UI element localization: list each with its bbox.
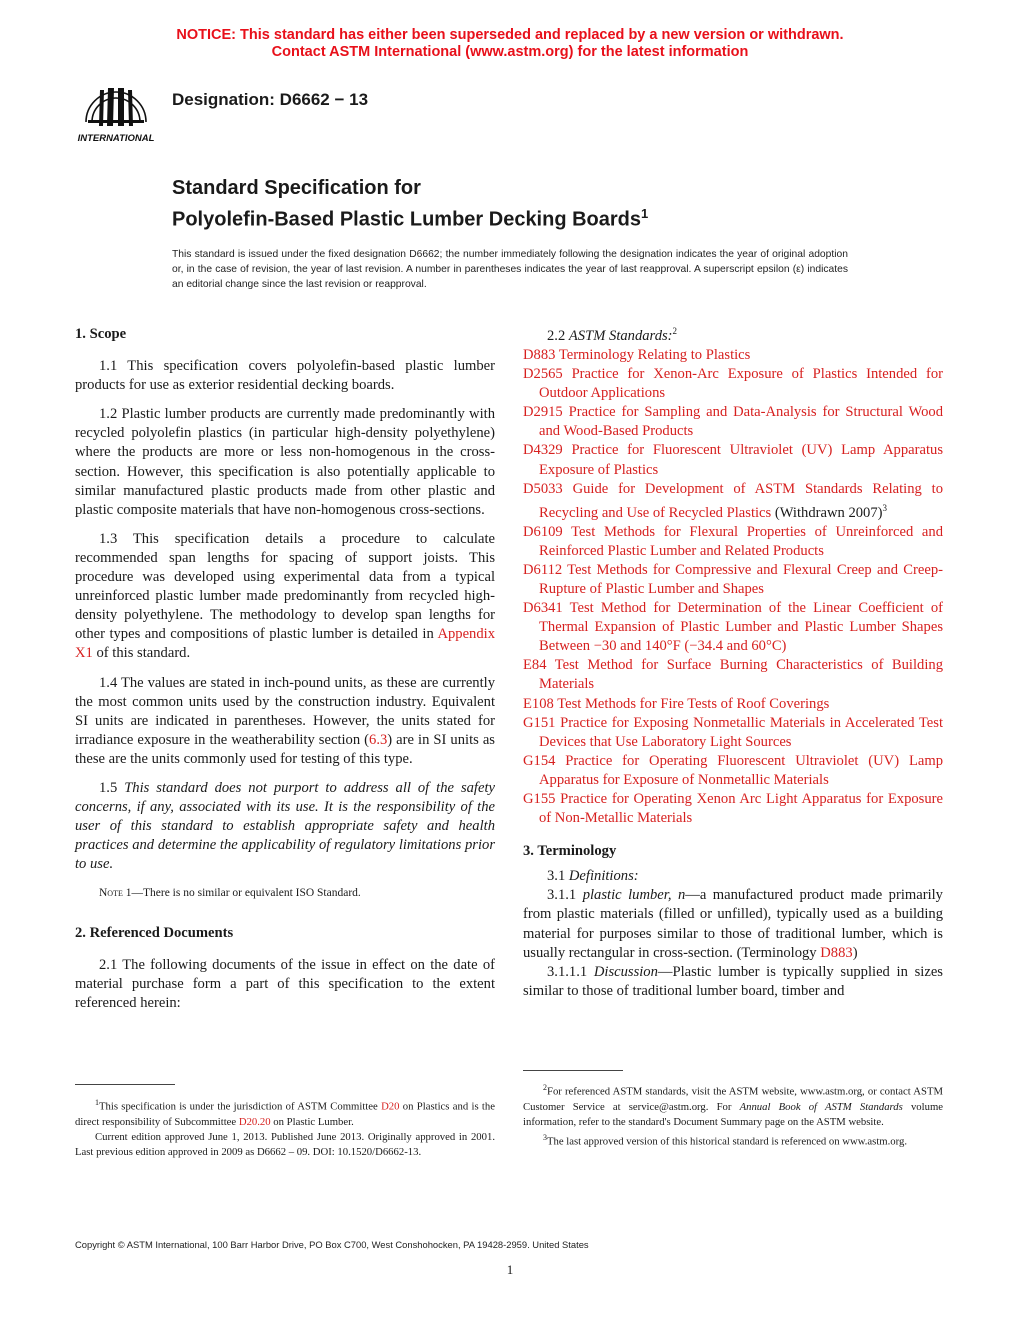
reference-code-link[interactable]: D2915 [523, 404, 563, 421]
reference-title-link[interactable]: Guide for Development of ASTM Standards Relating to Recycling and Use of Recycled Plastics [539, 480, 943, 521]
reference-item [523, 403, 943, 441]
para-1-1: 1.1 This specification covers polyolefin-based plastic lumber products for use as exterior residential decking boards. [75, 358, 495, 394]
para-2-1: 2.1 The following documents of the issue in effect on the date of material purchase form a part of this specification to the extent referenced herein: [75, 956, 495, 1011]
reference-title-link[interactable]: Practice for Operating Xenon Arc Light Apparatus for Exposure of Non-Metallic Materials [539, 790, 943, 827]
astm-logo [70, 74, 162, 146]
footnote-2: $^2$For referenced ASTM standards, visit the ASTM website, www.astm.org, or contact ASTM Customer Service at service@astm.org. For Annual Book of ASTM Standards volume information, refer to the standard's Document Summary page on the ASTM website. [523, 1083, 944, 1128]
reference-title-link[interactable]: Test Methods for Flexural Properties of Unreinforced and Reinforced Plastic Lumber and Related Products [539, 523, 943, 559]
reference-item [523, 695, 943, 714]
designation: Designation: D6662 − 13 [172, 90, 369, 109]
reference-code-link[interactable]: D6341 [523, 600, 563, 617]
reference-footnote-mark: 3 [882, 502, 887, 513]
astm-standards-list [523, 346, 943, 828]
para-2-2: 2.2 ASTM Standards:$^2$ [547, 326, 678, 344]
right-column [523, 322, 943, 1001]
reference-item [523, 752, 943, 790]
astm-logo-icon [70, 74, 162, 146]
reference-code-link[interactable]: E84 [523, 657, 547, 674]
reference-code-link[interactable]: G154 [523, 752, 556, 769]
reference-code-link[interactable]: G155 [523, 790, 556, 807]
para-1-3: 1.3 This specification details a procedure to calculate recommended span lengths for spacing of support joists. This procedure was developed using experimental data from a typical unreinforced plastic lumber made predominantly from recycled high-density polyethylene. The methodology to develop span lengths for other types and compositions of plastic lumber is detailed in Appendix X1 of this standard. [75, 530, 495, 662]
supersession-notice [0, 27, 1020, 61]
terminology-heading: 3. Terminology [523, 843, 617, 860]
reference-item [523, 714, 943, 752]
para-1-2: 1.2 Plastic lumber products are currently made predominantly with recycled polyolefin plastics (in particular high-density polyethylene) where the products are more or less non-homogenous in the cross-section. However, this specification is also potentially applicable to similar manufactured plastic products made from other plastic and plastic composite materials that have non-homogenous cross-sections. [75, 406, 495, 518]
reference-item [523, 480, 943, 523]
para-3-1-1-1: 3.1.1.1 Discussion—Plastic lumber is typically supplied in sizes similar to those of traditional lumber board, timber and [523, 963, 943, 999]
reference-code-link[interactable]: D5033 [523, 480, 563, 497]
reference-code-link[interactable]: E108 [523, 695, 554, 712]
title-line-1: Standard Specification for [172, 177, 421, 199]
footnote-3: $^3$The last approved version of this historical standard is referenced on www.astm.org. [543, 1133, 908, 1148]
para-1-5: 1.5 This standard does not purport to address all of the safety concerns, if any, associated with its use. It is the responsibility of the user of this standard to establish appropriate safety and health practices and determine the applicability of regulatory limitations prior to use. [75, 779, 495, 873]
reference-title-link[interactable]: Terminology Relating to Plastics [555, 346, 751, 363]
terminology-d883-link[interactable]: D883 [820, 944, 853, 961]
reference-item [523, 441, 943, 479]
reference-item [523, 365, 943, 403]
footnote-1: $^1$This specification is under the jurisdiction of ASTM Committee D20 on Plastics and is the direct responsibility of Subcommittee D20.20 on Plastic Lumber. Current edition approved June 1, 2013. Published June 2013. Originally approved in 2001. Last previous edition approved in 2009 as D6662 – 09. DOI: 10.1520/D6662-13. [75, 1098, 495, 1159]
reference-code-link[interactable]: D4329 [523, 442, 563, 459]
para-3-1: 3.1 Definitions: [547, 868, 639, 885]
reference-item [523, 346, 943, 365]
reference-item [523, 656, 943, 694]
reference-title-link[interactable]: Test Method for Determination of the Linear Coefficient of Thermal Expansion of Plastic Lumber and Plastic Lumber Shapes Between −30 and 140°F (−34.4 and 60°C) [539, 600, 943, 655]
reference-title-link[interactable]: Practice for Exposing Nonmetallic Materials in Accelerated Test Devices that Use Laboratory Light Sources [539, 714, 943, 750]
reference-code-link[interactable]: D6112 [523, 561, 563, 578]
para-3-1-1: 3.1.1 plastic lumber, n—a manufactured product made primarily from plastic materials (filled or unfilled), typically used as a building material for purposes similar to those of traditional lumber, which is usually rectangular in cross-section. (Terminology D883) [523, 887, 943, 961]
appendix-x1-link[interactable]: Appendix X1 [75, 626, 495, 662]
reference-code-link[interactable]: D6109 [523, 523, 563, 540]
footnote-rule-left [75, 1084, 175, 1085]
scope-heading: 1. Scope [75, 326, 127, 342]
reference-title-link[interactable]: Test Methods for Fire Tests of Roof Coverings [553, 695, 830, 712]
para-1-4: 1.4 The values are stated in inch-pound units, as these are currently the most common units used by the construction industry. Equivalent SI units are indicated in parentheses. However, the units stated for irradiance exposure in the weatherability section (6.3) are in SI units as these are the units commonly used for testing of this type. [75, 674, 495, 767]
notice-line-2: Contact ASTM International (www.astm.org) for the latest information [271, 44, 749, 60]
reference-item [523, 790, 943, 828]
reference-item [523, 599, 943, 656]
reference-item [523, 561, 943, 599]
reference-status: (Withdrawn 2007) [771, 504, 883, 521]
reference-code-link[interactable]: D2565 [523, 366, 563, 383]
title-line-2: Polyolefin-Based Plastic Lumber Decking Boards$^1$ [172, 206, 649, 231]
reference-title-link[interactable]: Practice for Sampling and Data-Analysis for Structural Wood and Wood-Based Products [539, 404, 943, 440]
reference-code-link[interactable]: G151 [523, 714, 556, 731]
reference-title-link[interactable]: Practice for Operating Fluorescent Ultraviolet (UV) Lamp Apparatus for Exposure of Nonmetallic Materials [539, 752, 943, 788]
issuance-statement: This standard is issued under the fixed designation D6662; the number immediately following the designation indicates the year of original adoption or, in the case of revision, the year of last revision. A number in parentheses indicates the year of last reapproval. A superscript epsilon (ε) indicates an editorial change since the last revision or reapproval. [172, 249, 848, 291]
copyright-line: Copyright © ASTM International, 100 Barr Harbor Drive, PO Box C700, West Conshohocken, PA 19428-2959. United States [75, 1239, 589, 1250]
reference-title-link[interactable]: Test Method for Surface Burning Characteristics of Building Materials [539, 657, 943, 693]
left-column [75, 322, 495, 1023]
title-footnote-mark: 1 [641, 206, 649, 221]
section-6-3-link[interactable]: 6.3 [369, 731, 388, 748]
subcommittee-d20-20-link[interactable]: D20.20 [238, 1115, 271, 1128]
document-title [172, 175, 648, 233]
reference-title-link[interactable]: Test Methods for Compressive and Flexural Creep and Creep-Rupture of Plastic Lumber and Shapes [539, 561, 943, 597]
reference-code-link[interactable]: D883 [523, 346, 556, 363]
footnote-rule-right [523, 1070, 623, 1071]
logo-text: INTERNATIONAL [77, 133, 155, 144]
committee-d20-link[interactable]: D20 [381, 1100, 400, 1113]
referenced-documents-heading: 2. Referenced Documents [75, 924, 234, 941]
reference-item [523, 523, 943, 561]
page-number: 1 [506, 1262, 514, 1277]
note-1: Note 1—There is no similar or equivalent ISO Standard. [99, 887, 361, 900]
reference-title-link[interactable]: Practice for Xenon-Arc Exposure of Plastics Intended for Outdoor Applications [539, 366, 943, 402]
notice-line-1: NOTICE: This standard has either been superseded and replaced by a new version or withdrawn. [176, 27, 844, 43]
footnotes-2-3 [523, 1080, 943, 1150]
reference-title-link[interactable]: Practice for Fluorescent Ultraviolet (UV) Lamp Apparatus Exposure of Plastics [539, 442, 943, 478]
